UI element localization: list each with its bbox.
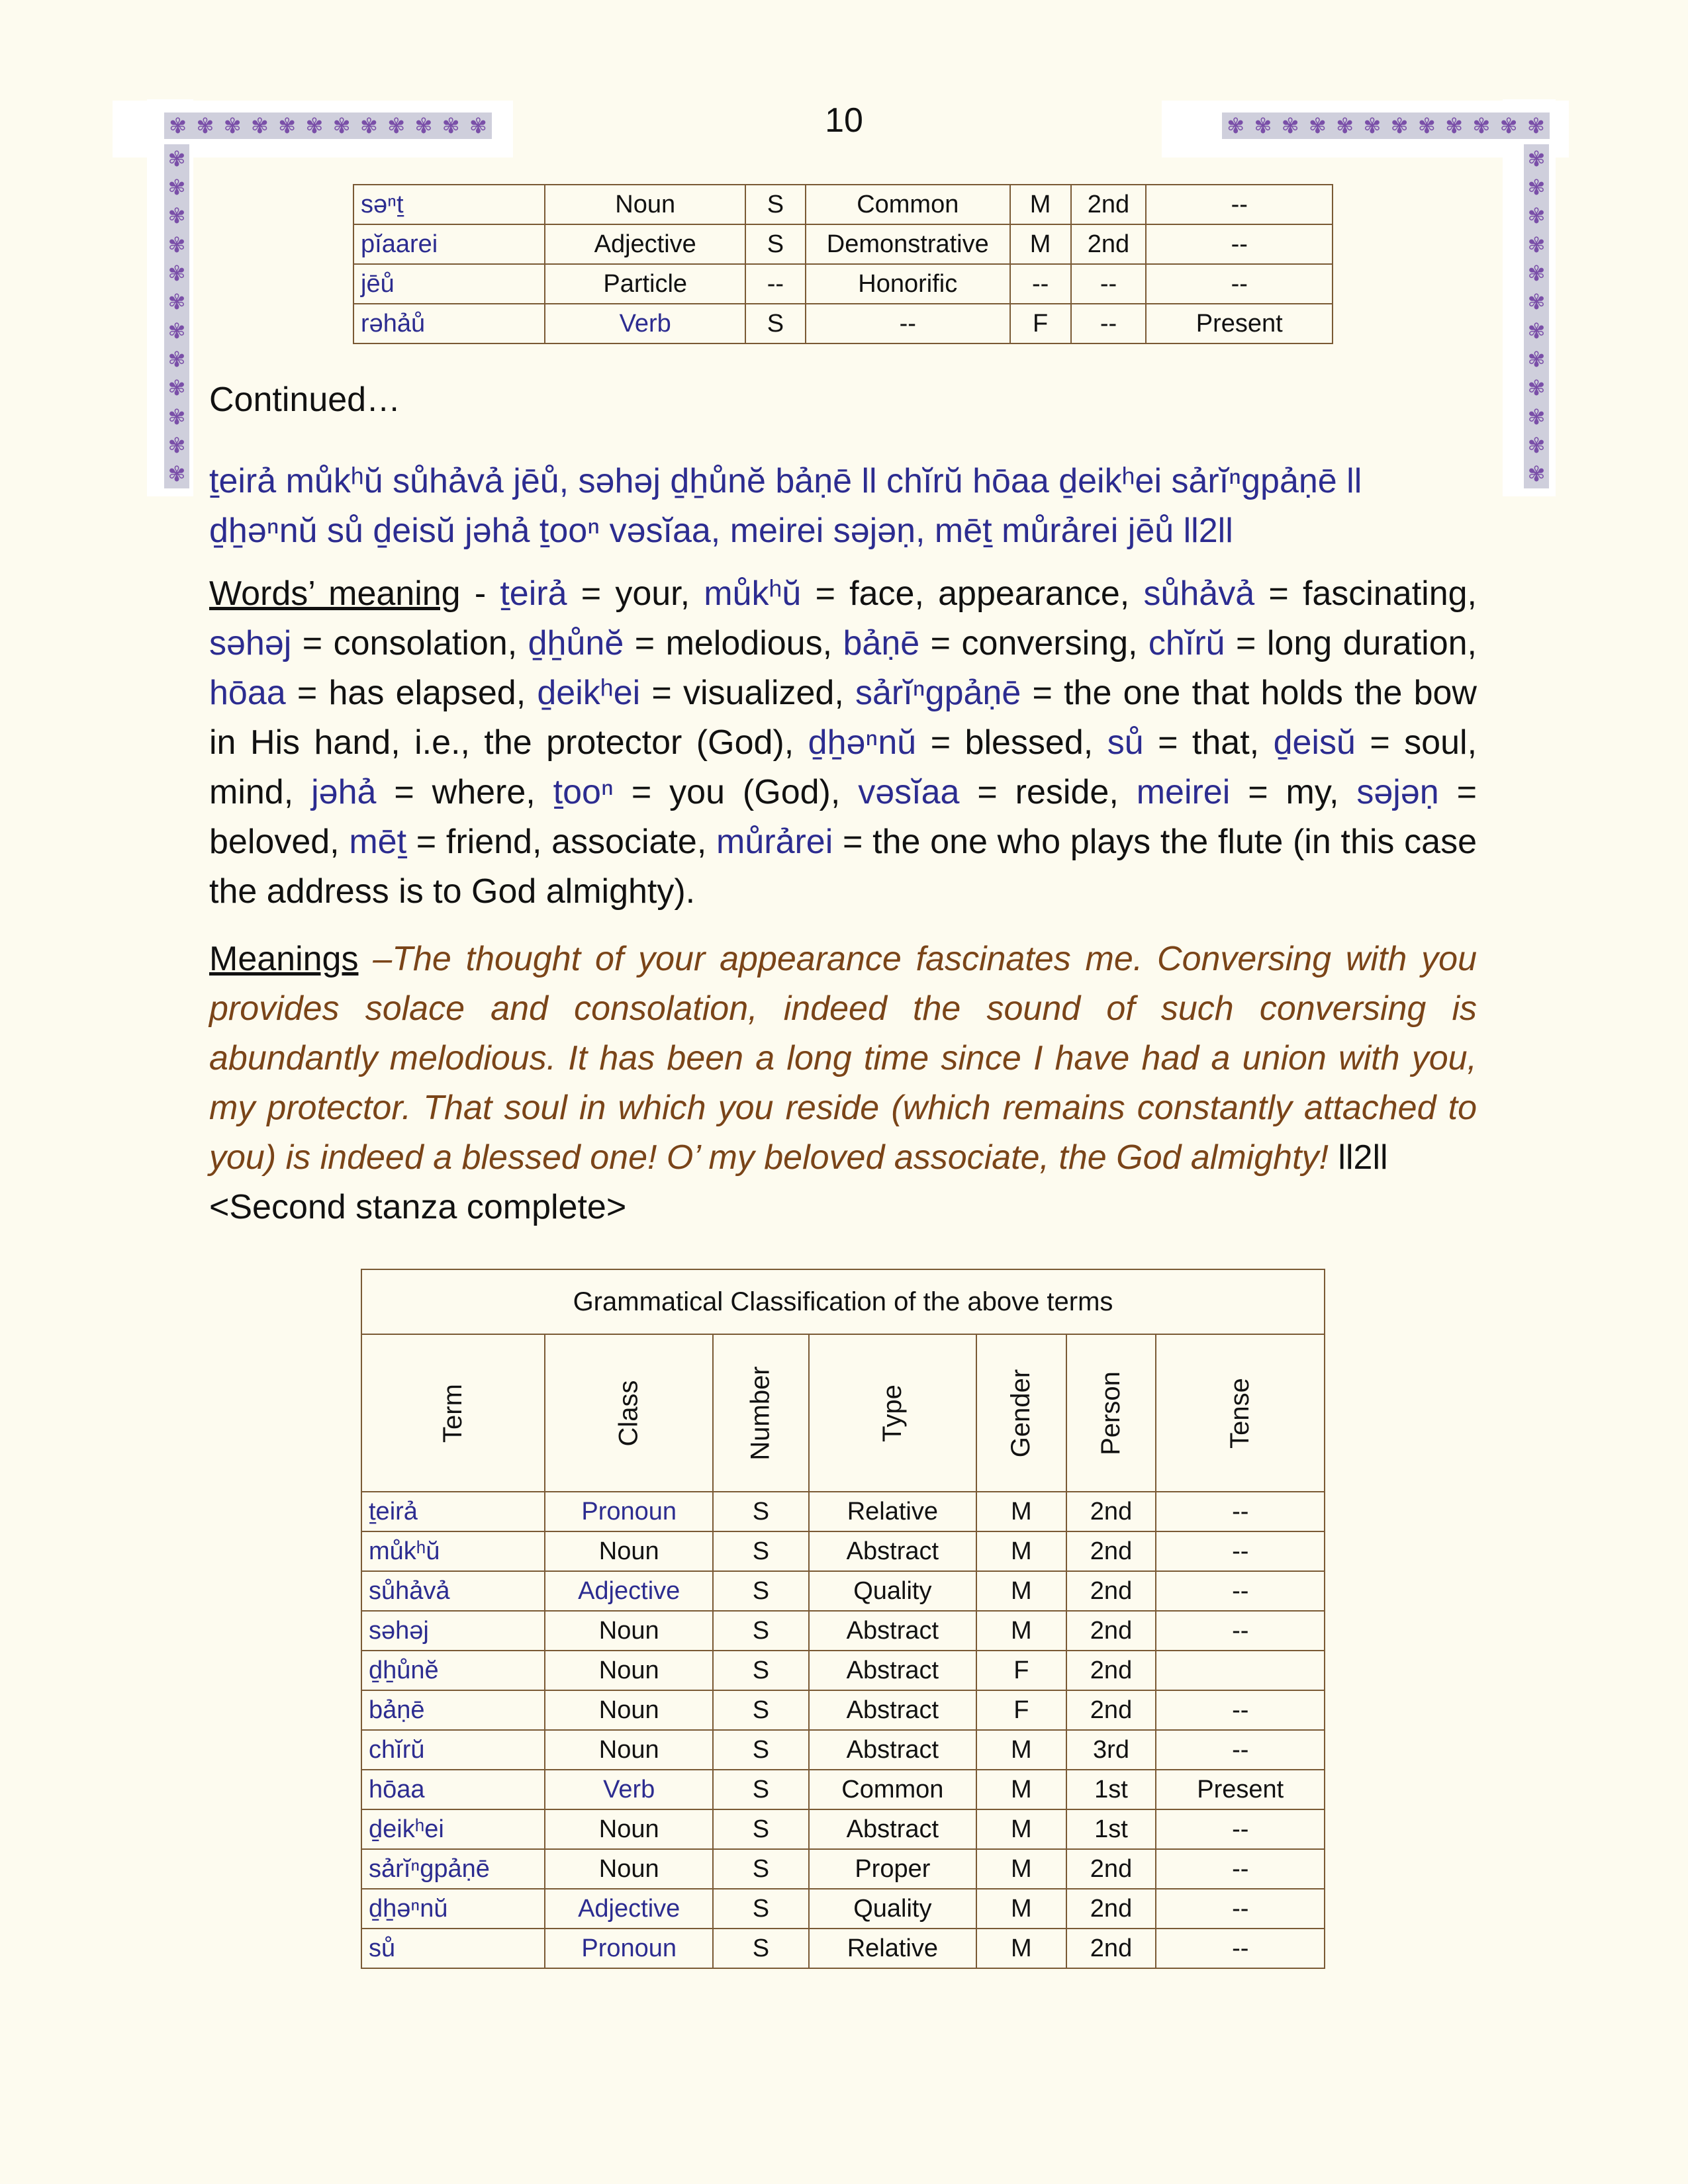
flower-ornament-icon: ✾ bbox=[278, 113, 297, 138]
cell-tense: -- bbox=[1156, 1492, 1325, 1531]
glossary-meaning: = my, bbox=[1230, 773, 1357, 811]
glossary-word: můrảrei bbox=[716, 823, 833, 861]
flower-ornament-icon: ✾ bbox=[387, 113, 406, 138]
cell-term: ḏẖůnĕ bbox=[361, 1651, 545, 1690]
ornament-border-top-left bbox=[164, 113, 492, 139]
table-row bbox=[353, 224, 1333, 264]
cell-person: 2nd bbox=[1066, 1531, 1156, 1571]
cell-term: səⁿṯ bbox=[353, 185, 545, 224]
cell-tense: -- bbox=[1156, 1730, 1325, 1770]
cell-type: Relative bbox=[809, 1492, 977, 1531]
flower-ornament-icon: ✾ bbox=[1527, 203, 1546, 229]
flower-ornament-icon: ✾ bbox=[1527, 461, 1546, 487]
table-row bbox=[353, 264, 1333, 304]
cell-class: Noun bbox=[545, 185, 745, 224]
cell-gender: M bbox=[976, 1571, 1066, 1611]
cell-person: 2nd bbox=[1066, 1611, 1156, 1651]
cell-gender: M bbox=[1010, 185, 1071, 224]
glossary-word: můkʰŭ bbox=[704, 574, 802, 613]
cell-person: 2nd bbox=[1066, 1849, 1156, 1889]
meanings-text: The thought of your appearance fascinates me. Conversing with you provides solace and consolation, indeed the sound of such conversing is abundantly melodious. It has been a long time since I have had a union with you, my protector. That soul in which you reside (which remains constantly attached to you) is indeed a blessed one! O’ my beloved associate, the God almighty! bbox=[209, 940, 1477, 1177]
cell-gender: -- bbox=[1010, 264, 1071, 304]
glossary-meaning: = fascinating, bbox=[1254, 574, 1477, 613]
flower-ornament-icon: ✾ bbox=[359, 113, 378, 138]
cell-type: Abstract bbox=[809, 1611, 977, 1651]
cell-tense: -- bbox=[1146, 264, 1333, 304]
meanings-label: Meanings bbox=[209, 940, 359, 978]
flower-ornament-icon: ✾ bbox=[167, 260, 186, 286]
cell-class: Adjective bbox=[545, 1889, 713, 1929]
words-meaning-paragraph bbox=[209, 569, 1477, 917]
flower-ornament-icon: ✾ bbox=[1527, 318, 1546, 343]
cell-class: Adjective bbox=[545, 224, 745, 264]
cell-number: S bbox=[713, 1571, 808, 1611]
cell-type: Abstract bbox=[809, 1651, 977, 1690]
continued-grammar-table bbox=[353, 184, 1333, 344]
glossary-word: bảṇē bbox=[843, 624, 920, 662]
table-row bbox=[361, 1889, 1325, 1929]
glossary-meaning: = reside, bbox=[959, 773, 1137, 811]
cell-gender: F bbox=[1010, 304, 1071, 343]
cell-class: Noun bbox=[545, 1611, 713, 1651]
cell-gender: M bbox=[976, 1730, 1066, 1770]
table-row bbox=[353, 304, 1333, 343]
flower-ornament-icon: ✾ bbox=[196, 113, 214, 138]
cell-class: Adjective bbox=[545, 1571, 713, 1611]
cell-class: Verb bbox=[545, 304, 745, 343]
cell-class: Noun bbox=[545, 1730, 713, 1770]
cell-tense: -- bbox=[1156, 1531, 1325, 1571]
glossary-meaning: = that, bbox=[1143, 723, 1274, 762]
flower-ornament-icon: ✾ bbox=[1527, 260, 1546, 286]
cell-number: S bbox=[713, 1889, 808, 1929]
cell-tense: -- bbox=[1156, 1611, 1325, 1651]
flower-ornament-icon: ✾ bbox=[167, 318, 186, 343]
cell-person: 2nd bbox=[1071, 224, 1147, 264]
table-row bbox=[361, 1849, 1325, 1889]
ornament-border-top-right bbox=[1222, 113, 1550, 139]
cell-tense bbox=[1156, 1651, 1325, 1690]
column-header-class: Class bbox=[545, 1334, 713, 1492]
flower-ornament-icon: ✾ bbox=[167, 174, 186, 200]
table-row bbox=[361, 1492, 1325, 1531]
cell-person: -- bbox=[1071, 264, 1147, 304]
cell-class: Pronoun bbox=[545, 1929, 713, 1968]
cell-type: Abstract bbox=[809, 1690, 977, 1730]
table-row bbox=[361, 1611, 1325, 1651]
cell-number: S bbox=[713, 1730, 808, 1770]
glossary-meaning: = friend, associate, bbox=[406, 823, 717, 861]
flower-ornament-icon: ✾ bbox=[1363, 113, 1382, 138]
meanings-dash: – bbox=[358, 940, 393, 978]
cell-person: 3rd bbox=[1066, 1730, 1156, 1770]
glossary-word: sůhảvả bbox=[1143, 574, 1255, 613]
flower-ornament-icon: ✾ bbox=[167, 146, 186, 171]
glossary-meaning: = the one who plays the flute (in this case the address is to God almighty). bbox=[209, 823, 1477, 911]
glossary-word: səjəṇ bbox=[1356, 773, 1439, 811]
flower-ornament-icon: ✾ bbox=[414, 113, 433, 138]
glossary-meaning: = blessed, bbox=[916, 723, 1107, 762]
cell-type: Abstract bbox=[809, 1531, 977, 1571]
flower-ornament-icon: ✾ bbox=[169, 113, 187, 138]
cell-type: Abstract bbox=[809, 1730, 977, 1770]
flower-ornament-icon: ✾ bbox=[167, 289, 186, 315]
ornament-border-right bbox=[1524, 144, 1549, 488]
cell-class: Particle bbox=[545, 264, 745, 304]
cell-term: chĭrŭ bbox=[361, 1730, 545, 1770]
glossary-word: səhəj bbox=[209, 624, 292, 662]
continued-label: Continued… bbox=[209, 381, 401, 419]
cell-class: Pronoun bbox=[545, 1492, 713, 1531]
flower-ornament-icon: ✾ bbox=[167, 432, 186, 458]
cell-tense: -- bbox=[1156, 1690, 1325, 1730]
flower-ornament-icon: ✾ bbox=[1527, 146, 1546, 171]
table-row bbox=[361, 1730, 1325, 1770]
cell-term: rəhảů bbox=[353, 304, 545, 343]
cell-class: Verb bbox=[545, 1770, 713, 1809]
cell-gender: M bbox=[976, 1531, 1066, 1571]
column-header-term: Term bbox=[361, 1334, 545, 1492]
flower-ornament-icon: ✾ bbox=[1308, 113, 1327, 138]
cell-number: S bbox=[713, 1531, 808, 1571]
flower-ornament-icon: ✾ bbox=[1527, 404, 1546, 430]
flower-ornament-icon: ✾ bbox=[1281, 113, 1299, 138]
flower-ornament-icon: ✾ bbox=[1472, 113, 1491, 138]
cell-person: 1st bbox=[1066, 1770, 1156, 1809]
cell-tense: -- bbox=[1156, 1849, 1325, 1889]
words-meaning-dash: - bbox=[460, 574, 500, 613]
cell-gender: M bbox=[976, 1492, 1066, 1531]
cell-term: səhəj bbox=[361, 1611, 545, 1651]
flower-ornament-icon: ✾ bbox=[223, 113, 242, 138]
cell-tense: -- bbox=[1156, 1889, 1325, 1929]
glossary-word: ḏeisŭ bbox=[1273, 723, 1356, 762]
glossary-meaning: = you (God), bbox=[613, 773, 859, 811]
glossary-word: ḏẖůnĕ bbox=[528, 624, 624, 662]
cell-gender: M bbox=[976, 1889, 1066, 1929]
cell-number: S bbox=[745, 185, 806, 224]
cell-person: -- bbox=[1071, 304, 1147, 343]
glossary-meaning: = long duration, bbox=[1225, 624, 1477, 662]
cell-term: ḏẖəⁿnŭ bbox=[361, 1889, 545, 1929]
flower-ornament-icon: ✾ bbox=[469, 113, 487, 138]
cell-class: Noun bbox=[545, 1531, 713, 1571]
flower-ornament-icon: ✾ bbox=[1527, 289, 1546, 315]
flower-ornament-icon: ✾ bbox=[1527, 375, 1546, 401]
cell-tense: -- bbox=[1146, 185, 1333, 224]
glossary-meaning: = melodious, bbox=[624, 624, 843, 662]
flower-ornament-icon: ✾ bbox=[442, 113, 460, 138]
cell-tense: -- bbox=[1156, 1809, 1325, 1849]
cell-tense: Present bbox=[1156, 1770, 1325, 1809]
cell-class: Noun bbox=[545, 1809, 713, 1849]
glossary-meaning: = where, bbox=[376, 773, 553, 811]
cell-number: S bbox=[745, 224, 806, 264]
cell-class: Noun bbox=[545, 1651, 713, 1690]
cell-person: 2nd bbox=[1066, 1492, 1156, 1531]
flower-ornament-icon: ✾ bbox=[250, 113, 269, 138]
table-caption: Grammatical Classification of the above terms bbox=[361, 1269, 1325, 1334]
cell-type: -- bbox=[806, 304, 1010, 343]
flower-ornament-icon: ✾ bbox=[167, 461, 186, 487]
table-row bbox=[361, 1929, 1325, 1968]
cell-type: Honorific bbox=[806, 264, 1010, 304]
verse-line-2: ḏẖəⁿnŭ sů ḏeisŭ jəhả ṯooⁿ vəsĭaa, meirei səjəṇ, mēṯ můrảrei jēů ll2ll bbox=[209, 512, 1233, 550]
glossary-meaning: = beloved, bbox=[209, 773, 1477, 861]
cell-term: jēů bbox=[353, 264, 545, 304]
cell-type: Quality bbox=[809, 1889, 977, 1929]
glossary-word: mēṯ bbox=[349, 823, 407, 861]
cell-type: Common bbox=[806, 185, 1010, 224]
table-row bbox=[361, 1770, 1325, 1809]
cell-number: S bbox=[713, 1809, 808, 1849]
flower-ornament-icon: ✾ bbox=[1445, 113, 1464, 138]
table-row bbox=[361, 1531, 1325, 1571]
table-row bbox=[361, 1690, 1325, 1730]
table-row bbox=[361, 1571, 1325, 1611]
column-header-person: Person bbox=[1066, 1334, 1156, 1492]
cell-gender: M bbox=[1010, 224, 1071, 264]
flower-ornament-icon: ✾ bbox=[1527, 232, 1546, 257]
meanings-paragraph bbox=[209, 934, 1477, 1232]
cell-term: pĭaarei bbox=[353, 224, 545, 264]
cell-person: 2nd bbox=[1066, 1690, 1156, 1730]
flower-ornament-icon: ✾ bbox=[167, 203, 186, 229]
cell-gender: M bbox=[976, 1929, 1066, 1968]
flower-ornament-icon: ✾ bbox=[1417, 113, 1436, 138]
cell-person: 2nd bbox=[1066, 1889, 1156, 1929]
glossary-word: ṯeirả bbox=[500, 574, 567, 613]
cell-number: S bbox=[745, 304, 806, 343]
verse-transliteration bbox=[209, 457, 1477, 556]
cell-number: S bbox=[713, 1929, 808, 1968]
cell-tense: Present bbox=[1146, 304, 1333, 343]
cell-term: bảṇē bbox=[361, 1690, 545, 1730]
words-meaning-label: Words’ meaning bbox=[209, 574, 461, 613]
cell-type: Demonstrative bbox=[806, 224, 1010, 264]
cell-gender: F bbox=[976, 1651, 1066, 1690]
flower-ornament-icon: ✾ bbox=[1499, 113, 1518, 138]
flower-ornament-icon: ✾ bbox=[305, 113, 324, 138]
flower-ornament-icon: ✾ bbox=[167, 232, 186, 257]
cell-person: 1st bbox=[1066, 1809, 1156, 1849]
cell-number: S bbox=[713, 1849, 808, 1889]
glossary-meaning: = face, appearance, bbox=[801, 574, 1144, 613]
glossary-word: chĭrŭ bbox=[1148, 624, 1225, 662]
page-number: 10 bbox=[825, 101, 863, 140]
cell-tense: -- bbox=[1146, 224, 1333, 264]
cell-term: sů bbox=[361, 1929, 545, 1968]
glossary-meaning: = soul, mind, bbox=[209, 723, 1477, 811]
cell-person: 2nd bbox=[1071, 185, 1147, 224]
ornament-border-left bbox=[164, 144, 189, 488]
cell-number: S bbox=[713, 1611, 808, 1651]
cell-number: S bbox=[713, 1690, 808, 1730]
cell-term: můkʰŭ bbox=[361, 1531, 545, 1571]
table-row bbox=[361, 1651, 1325, 1690]
grammar-classification-table bbox=[361, 1269, 1325, 1969]
cell-type: Abstract bbox=[809, 1809, 977, 1849]
cell-term: ḏeikʰei bbox=[361, 1809, 545, 1849]
glossary-word: ḏeikʰei bbox=[537, 674, 641, 712]
glossary-word: jəhả bbox=[311, 773, 377, 811]
glossary-meaning: = your, bbox=[567, 574, 704, 613]
cell-term: sảrĭⁿgpảṇē bbox=[361, 1849, 545, 1889]
cell-type: Common bbox=[809, 1770, 977, 1809]
glossary-meaning: = the one that holds the bow in His hand, i.e., the protector (God), bbox=[209, 674, 1477, 762]
table-row bbox=[353, 185, 1333, 224]
cell-number: S bbox=[713, 1492, 808, 1531]
cell-person: 2nd bbox=[1066, 1651, 1156, 1690]
column-header-gender: Gender bbox=[976, 1334, 1066, 1492]
cell-type: Relative bbox=[809, 1929, 977, 1968]
cell-class: Noun bbox=[545, 1690, 713, 1730]
column-header-type: Type bbox=[809, 1334, 977, 1492]
flower-ornament-icon: ✾ bbox=[1527, 174, 1546, 200]
cell-person: 2nd bbox=[1066, 1571, 1156, 1611]
flower-ornament-icon: ✾ bbox=[1390, 113, 1409, 138]
cell-type: Proper bbox=[809, 1849, 977, 1889]
cell-class: Noun bbox=[545, 1849, 713, 1889]
flower-ornament-icon: ✾ bbox=[332, 113, 351, 138]
cell-gender: M bbox=[976, 1770, 1066, 1809]
cell-term: hōaa bbox=[361, 1770, 545, 1809]
stanza-complete-note: <Second stanza complete> bbox=[209, 1188, 627, 1226]
cell-term: sůhảvả bbox=[361, 1571, 545, 1611]
cell-gender: M bbox=[976, 1611, 1066, 1651]
cell-number: -- bbox=[745, 264, 806, 304]
cell-term: ṯeirả bbox=[361, 1492, 545, 1531]
flower-ornament-icon: ✾ bbox=[1527, 346, 1546, 372]
flower-ornament-icon: ✾ bbox=[1336, 113, 1354, 138]
cell-gender: F bbox=[976, 1690, 1066, 1730]
glossary-word: hōaa bbox=[209, 674, 286, 712]
flower-ornament-icon: ✾ bbox=[1527, 432, 1546, 458]
glossary-meaning: = has elapsed, bbox=[285, 674, 538, 712]
flower-ornament-icon: ✾ bbox=[167, 346, 186, 372]
flower-ornament-icon: ✾ bbox=[1526, 113, 1545, 138]
cell-person: 2nd bbox=[1066, 1929, 1156, 1968]
cell-number: S bbox=[713, 1770, 808, 1809]
column-header-tense: Tense bbox=[1156, 1334, 1325, 1492]
cell-type: Quality bbox=[809, 1571, 977, 1611]
glossary-word: ḏẖəⁿnŭ bbox=[808, 723, 917, 762]
flower-ornament-icon: ✾ bbox=[167, 375, 186, 401]
glossary-word: vəsĭaa bbox=[858, 773, 960, 811]
glossary-word: sů bbox=[1107, 723, 1144, 762]
verse-line-1: ṯeirả můkʰŭ sůhảvả jēů, səhəj ḏẖůnĕ bảṇē ll chĭrŭ hōaa ḏeikʰei sảrĭⁿgpảṇē ll bbox=[209, 462, 1362, 500]
flower-ornament-icon: ✾ bbox=[1227, 113, 1245, 138]
cell-number: S bbox=[713, 1651, 808, 1690]
verse-mark: ll2ll bbox=[1328, 1138, 1388, 1177]
cell-gender: M bbox=[976, 1849, 1066, 1889]
glossary-word: ṯooⁿ bbox=[553, 773, 614, 811]
glossary-word: meirei bbox=[1136, 773, 1231, 811]
glossary-word: sảrĭⁿgpảṇē bbox=[855, 674, 1021, 712]
glossary-meaning: = visualized, bbox=[640, 674, 856, 712]
cell-tense: -- bbox=[1156, 1571, 1325, 1611]
cell-tense: -- bbox=[1156, 1929, 1325, 1968]
table-row bbox=[361, 1809, 1325, 1849]
glossary-meaning: = consolation, bbox=[291, 624, 528, 662]
glossary-meaning: = conversing, bbox=[919, 624, 1149, 662]
column-header-number: Number bbox=[713, 1334, 808, 1492]
flower-ornament-icon: ✾ bbox=[167, 404, 186, 430]
cell-gender: M bbox=[976, 1809, 1066, 1849]
flower-ornament-icon: ✾ bbox=[1254, 113, 1272, 138]
